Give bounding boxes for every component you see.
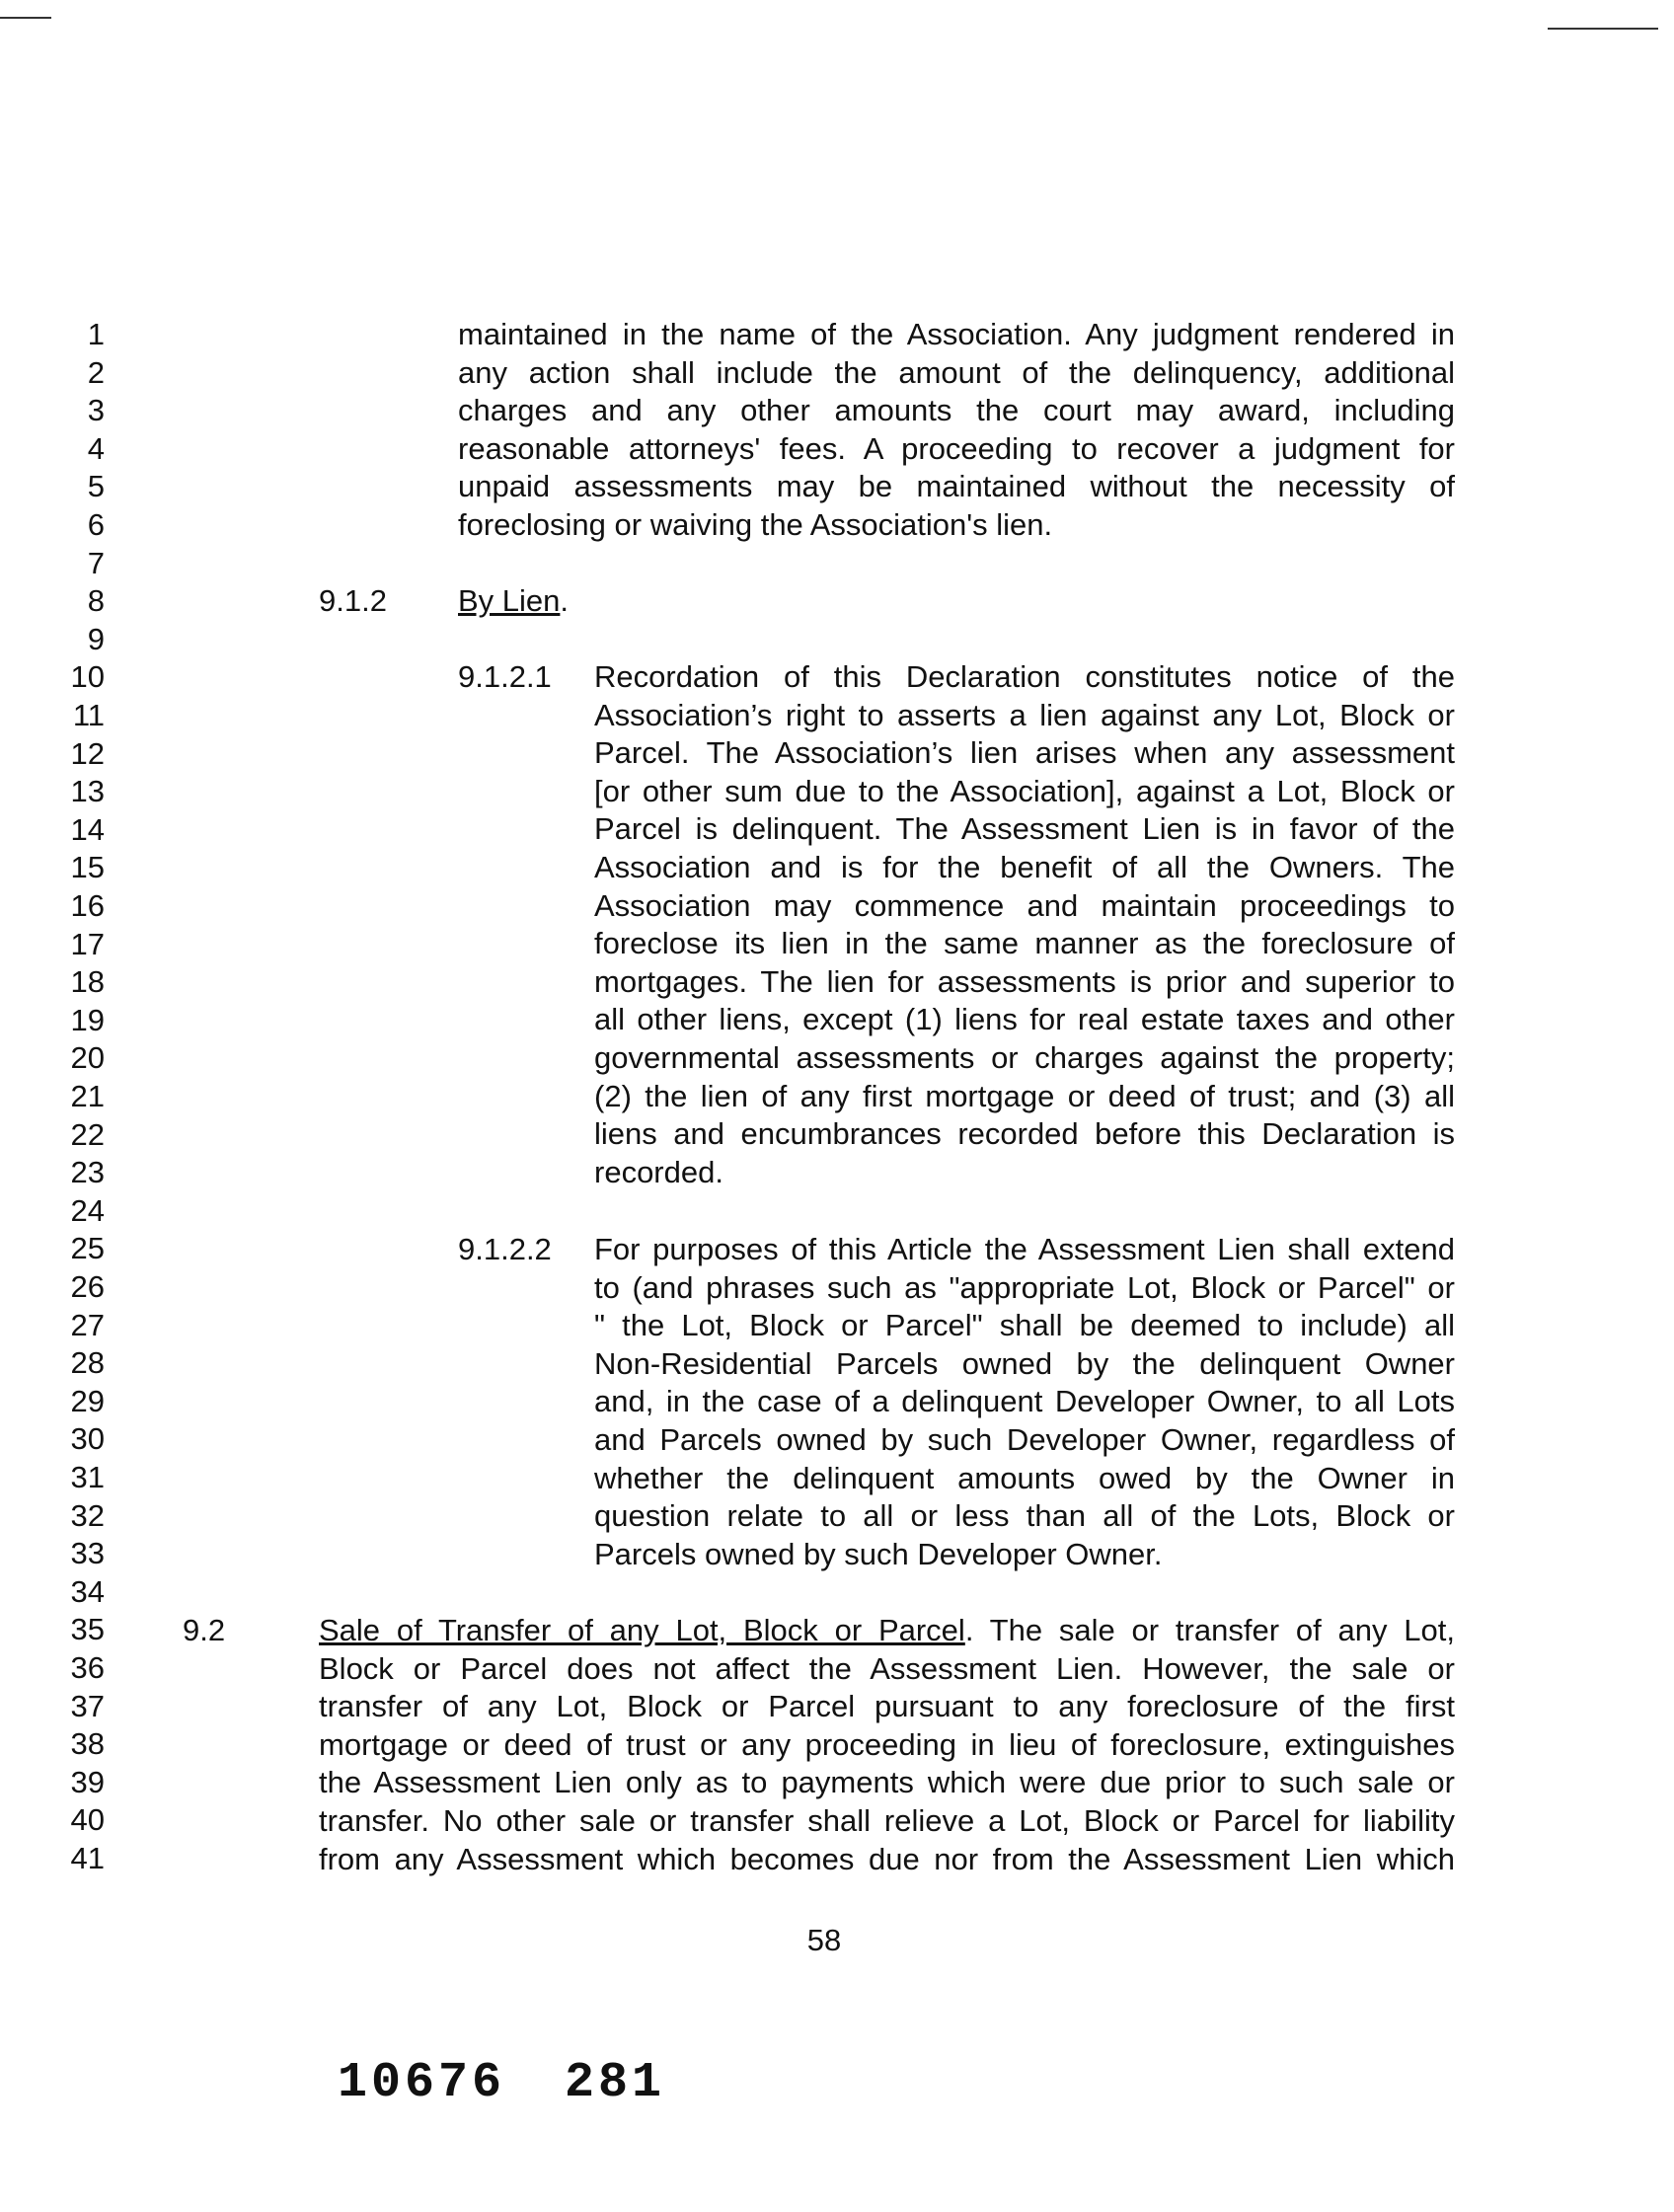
section-9-2-heading: Sale of Transfer of any Lot, Block or Parcel xyxy=(319,1613,965,1647)
text-line: maintained in the name of the Association. Any judgment rendered in xyxy=(458,317,1455,351)
line-number: 25 xyxy=(70,1231,105,1266)
section-heading-9-1-2 xyxy=(458,582,569,620)
section-9-2-first-line-rest: . The sale or transfer of any Lot, xyxy=(964,1613,1455,1647)
line-number: 1 xyxy=(87,317,105,351)
line-number: 8 xyxy=(87,583,105,619)
line-number: 4 xyxy=(87,430,105,466)
line-number: 34 xyxy=(70,1573,105,1609)
text-line: liens and encumbrances recorded before this Declaration is xyxy=(594,1116,1455,1152)
text-line: governmental assessments or charges against the property; xyxy=(594,1039,1455,1075)
section-number-9-1-2-1: 9.1.2.1 xyxy=(458,659,552,694)
text-line: mortgage or deed of trust or any proceeding in lieu of foreclosure, extinguishes xyxy=(319,1726,1455,1762)
text-line: (2) the lien of any first mortgage or deed of trust; and (3) all xyxy=(594,1078,1455,1113)
line-number: 27 xyxy=(70,1307,105,1342)
text-line: and Parcels owned by such Developer Owner, regardless of xyxy=(594,1421,1455,1457)
text-line: from any Assessment which becomes due nor from the Assessment Lien which xyxy=(319,1841,1455,1876)
line-number: 33 xyxy=(70,1536,105,1571)
line-number: 21 xyxy=(70,1079,105,1113)
text-line: Association may commence and maintain proceedings to xyxy=(594,887,1455,923)
section-number-9-1-2: 9.1.2 xyxy=(319,583,387,618)
section-9-2-text xyxy=(319,1612,1455,1878)
text-line: " the Lot, Block or Parcel" shall be deemed to include) all xyxy=(594,1308,1455,1343)
text-line: Parcel is delinquent. The Assessment Lien is in favor of the xyxy=(594,811,1455,847)
line-number: 7 xyxy=(87,545,105,580)
line-number: 22 xyxy=(70,1116,105,1152)
section-9-1-2-1-text xyxy=(594,658,1455,1191)
line-number: 36 xyxy=(70,1650,105,1685)
line-number: 11 xyxy=(72,698,105,732)
text-line: Recordation of this Declaration constitutes notice of the xyxy=(594,659,1455,694)
recording-stamp-book: 10676 xyxy=(338,2055,506,2111)
line-number: 28 xyxy=(70,1345,105,1381)
text-line: Non-Residential Parcels owned by the delinquent Owner xyxy=(594,1345,1455,1381)
text-line: Block or Parcel does not affect the Assessment Lien. However, the sale or xyxy=(319,1650,1455,1686)
text-line: the Assessment Lien only as to payments which were due prior to such sale or xyxy=(319,1765,1455,1800)
text-line: foreclosing or waiving the Association's lien. xyxy=(458,506,1053,542)
line-number: 29 xyxy=(70,1383,105,1418)
line-number: 2 xyxy=(87,354,105,390)
line-number: 15 xyxy=(70,850,105,885)
text-line: Association’s right to asserts a lien against any Lot, Block or xyxy=(594,697,1455,732)
line-number: 10 xyxy=(70,659,105,695)
line-number: 19 xyxy=(70,1002,105,1037)
text-line: transfer of any Lot, Block or Parcel pursuant to any foreclosure of the first xyxy=(319,1689,1455,1724)
text-line: Association and is for the benefit of all the Owners. The xyxy=(594,849,1455,884)
line-number: 17 xyxy=(70,926,105,961)
heading-suffix: . xyxy=(560,583,570,618)
text-line: foreclose its lien in the same manner as the foreclosure of xyxy=(594,926,1455,961)
text-line: charges and any other amounts the court may award, including xyxy=(458,393,1455,428)
line-number: 40 xyxy=(70,1802,105,1838)
section-number-9-2: 9.2 xyxy=(183,1613,226,1647)
top-left-rule xyxy=(0,17,51,19)
paragraph-continued xyxy=(458,316,1455,545)
line-number: 26 xyxy=(70,1269,105,1304)
line-number: 38 xyxy=(70,1726,105,1762)
line-number: 13 xyxy=(70,774,105,809)
section-9-1-2-2-text xyxy=(594,1231,1455,1573)
line-number: 20 xyxy=(70,1040,105,1076)
heading-by-lien: By Lien xyxy=(458,583,561,618)
line-number: 41 xyxy=(70,1841,105,1875)
text-line xyxy=(319,1612,1455,1650)
text-line: Parcels owned by such Developer Owner. xyxy=(594,1536,1163,1571)
text-line: mortgages. The lien for assessments is prior and superior to xyxy=(594,963,1455,999)
text-line: question relate to all or less than all of the Lots, Block or xyxy=(594,1498,1455,1534)
recording-stamp-page: 281 xyxy=(565,2055,666,2111)
text-line: and, in the case of a delinquent Developer Owner, to all Lots xyxy=(594,1384,1455,1419)
section-number-9-1-2-2: 9.1.2.2 xyxy=(458,1232,552,1266)
line-number: 5 xyxy=(87,469,105,504)
line-number: 30 xyxy=(70,1421,105,1457)
text-line: to (and phrases such as "appropriate Lot, Block or Parcel" or xyxy=(594,1269,1455,1305)
text-line: any action shall include the amount of the delinquency, additional xyxy=(458,354,1455,390)
text-line: For purposes of this Article the Assessment Lien shall extend xyxy=(594,1232,1455,1266)
line-number: 24 xyxy=(70,1192,105,1228)
top-right-rule xyxy=(1548,28,1658,30)
line-number: 3 xyxy=(87,393,105,428)
line-number: 39 xyxy=(70,1764,105,1799)
text-line: reasonable attorneys' fees. A proceeding to recover a judgment for xyxy=(458,430,1455,466)
line-number: 32 xyxy=(70,1497,105,1533)
line-number: 31 xyxy=(70,1460,105,1494)
text-line: unpaid assessments may be maintained without the necessity of xyxy=(458,469,1455,504)
text-line: [or other sum due to the Association], against a Lot, Block or xyxy=(594,773,1455,808)
line-number: 18 xyxy=(70,964,105,1000)
line-number: 12 xyxy=(70,735,105,771)
text-line: recorded. xyxy=(594,1154,723,1189)
text-line: transfer. No other sale or transfer shall relieve a Lot, Block or Parcel for liability xyxy=(319,1802,1455,1838)
line-number: 35 xyxy=(70,1612,105,1647)
line-number: 37 xyxy=(70,1688,105,1723)
line-number: 14 xyxy=(70,811,105,847)
text-line: Parcel. The Association’s lien arises when any assessment xyxy=(594,735,1455,771)
text-line: whether the delinquent amounts owed by the Owner in xyxy=(594,1460,1455,1495)
line-number: 16 xyxy=(70,888,105,923)
text-line: all other liens, except (1) liens for real estate taxes and other xyxy=(594,1002,1455,1037)
line-number: 9 xyxy=(87,621,105,656)
line-number: 6 xyxy=(87,507,105,542)
page-number: 58 xyxy=(806,1923,842,1957)
line-number: 23 xyxy=(70,1155,105,1190)
